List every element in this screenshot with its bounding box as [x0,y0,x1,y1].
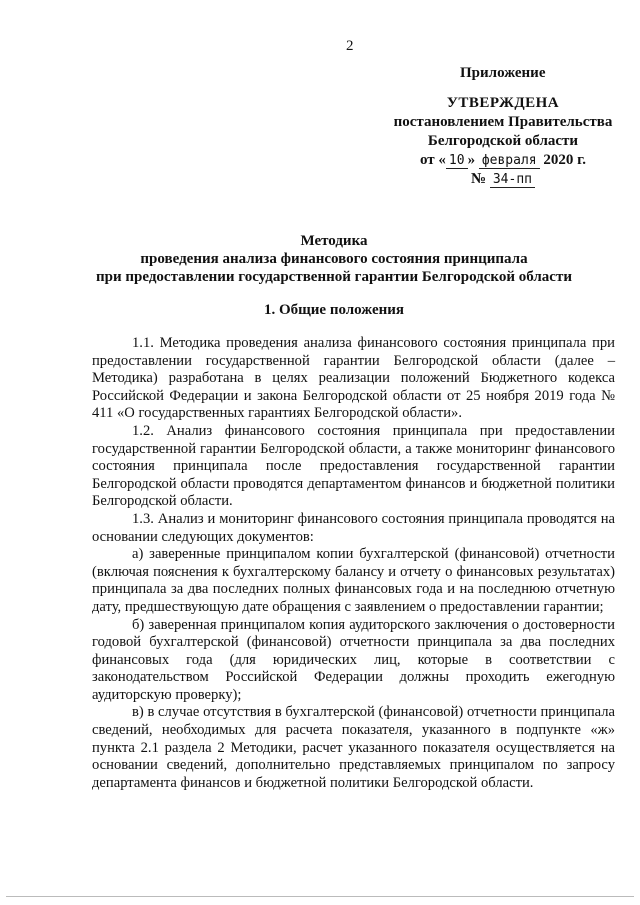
number-prefix: № [471,171,487,187]
section-heading: 1. Общие положения [263,302,405,318]
scan-edge-divider [6,896,634,897]
paragraph-1-3: 1.3. Анализ и мониторинг финансового состояния принципала проводятся на основании следующих документов: [92,510,615,545]
paragraph-item-a: а) заверенные принципалом копии бухгалтерской (финансовой) отчетности (включая пояснения к бухгалтерскому балансу и отчету о финансовых результатах) принципала за два последних полных финансовых года и на последнюю отчетную дату, предшествующую дате обращения с заявлением о предоставлении гарантии; [92,546,615,615]
approval-block [392,94,614,189]
approval-date [392,151,614,170]
approval-line-2: Белгородской области [427,133,579,149]
paragraph-1-1: 1.1. Методика проведения анализа финансового состояния принципала при предоставлении государственной гарантии Белгородской области (далее – Методика) разработана в целях реализации положений Бюджетного кодекса Российской Федерации и закона Белгородской области от 25 ноября 2019 года № 411 «О государственных гарантиях Белгородской области». [92,335,615,422]
approval-line-1: постановлением Правительства [393,114,613,130]
date-year: 2020 г. [543,152,586,168]
paragraph-1-2: 1.2. Анализ финансового состояния принципала при предоставлении государственной гарантии Белгородской области, а также мониторинг финансового состояния принципала после предоставления государственной гарантии Белгородской области проводятся департаментом финансов и бюджетной политики Белгородской области. [92,422,615,510]
title-line-3: при предоставлении государственной гарантии Белгородской области [96,269,572,285]
paragraph-item-b: б) заверенная принципалом копия аудиторского заключения о достоверности годовой бухгалтерской (финансовой) отчетности принципала за два последних финансовых года (для юридических лиц, которые в соответствии с законодательством Российской Федерации должны проходить ежегодную аудиторскую проверку); [92,616,615,703]
date-mid: » [467,152,476,168]
title-line-1: Методика [300,233,368,249]
approval-stamp-title: УТВЕРЖДЕНА [446,95,560,111]
page-number: 2 [346,38,354,54]
paragraph-item-v: в) в случае отсутствия в бухгалтерской (финансовой) отчетности принципала сведений, необходимых для расчета показателя, указанного в подпункте «ж» пункта 2.1 раздела 2 Методики, расчет указанного показателя осуществляется на основании сведений, дополнительно представляемых принципалом по запросу департамента финансов и бюджетной политики Белгородской области. [92,704,615,791]
number-value: 34-пп [490,172,535,188]
date-prefix: от « [420,152,446,168]
date-month: февраля [479,153,540,169]
approval-number [392,170,614,189]
body-text [92,335,615,792]
document-title [70,232,598,286]
appendix-label: Приложение [460,65,546,81]
title-line-2: проведения анализа финансового состояния принципала [140,251,528,267]
date-day: 10 [446,153,468,169]
